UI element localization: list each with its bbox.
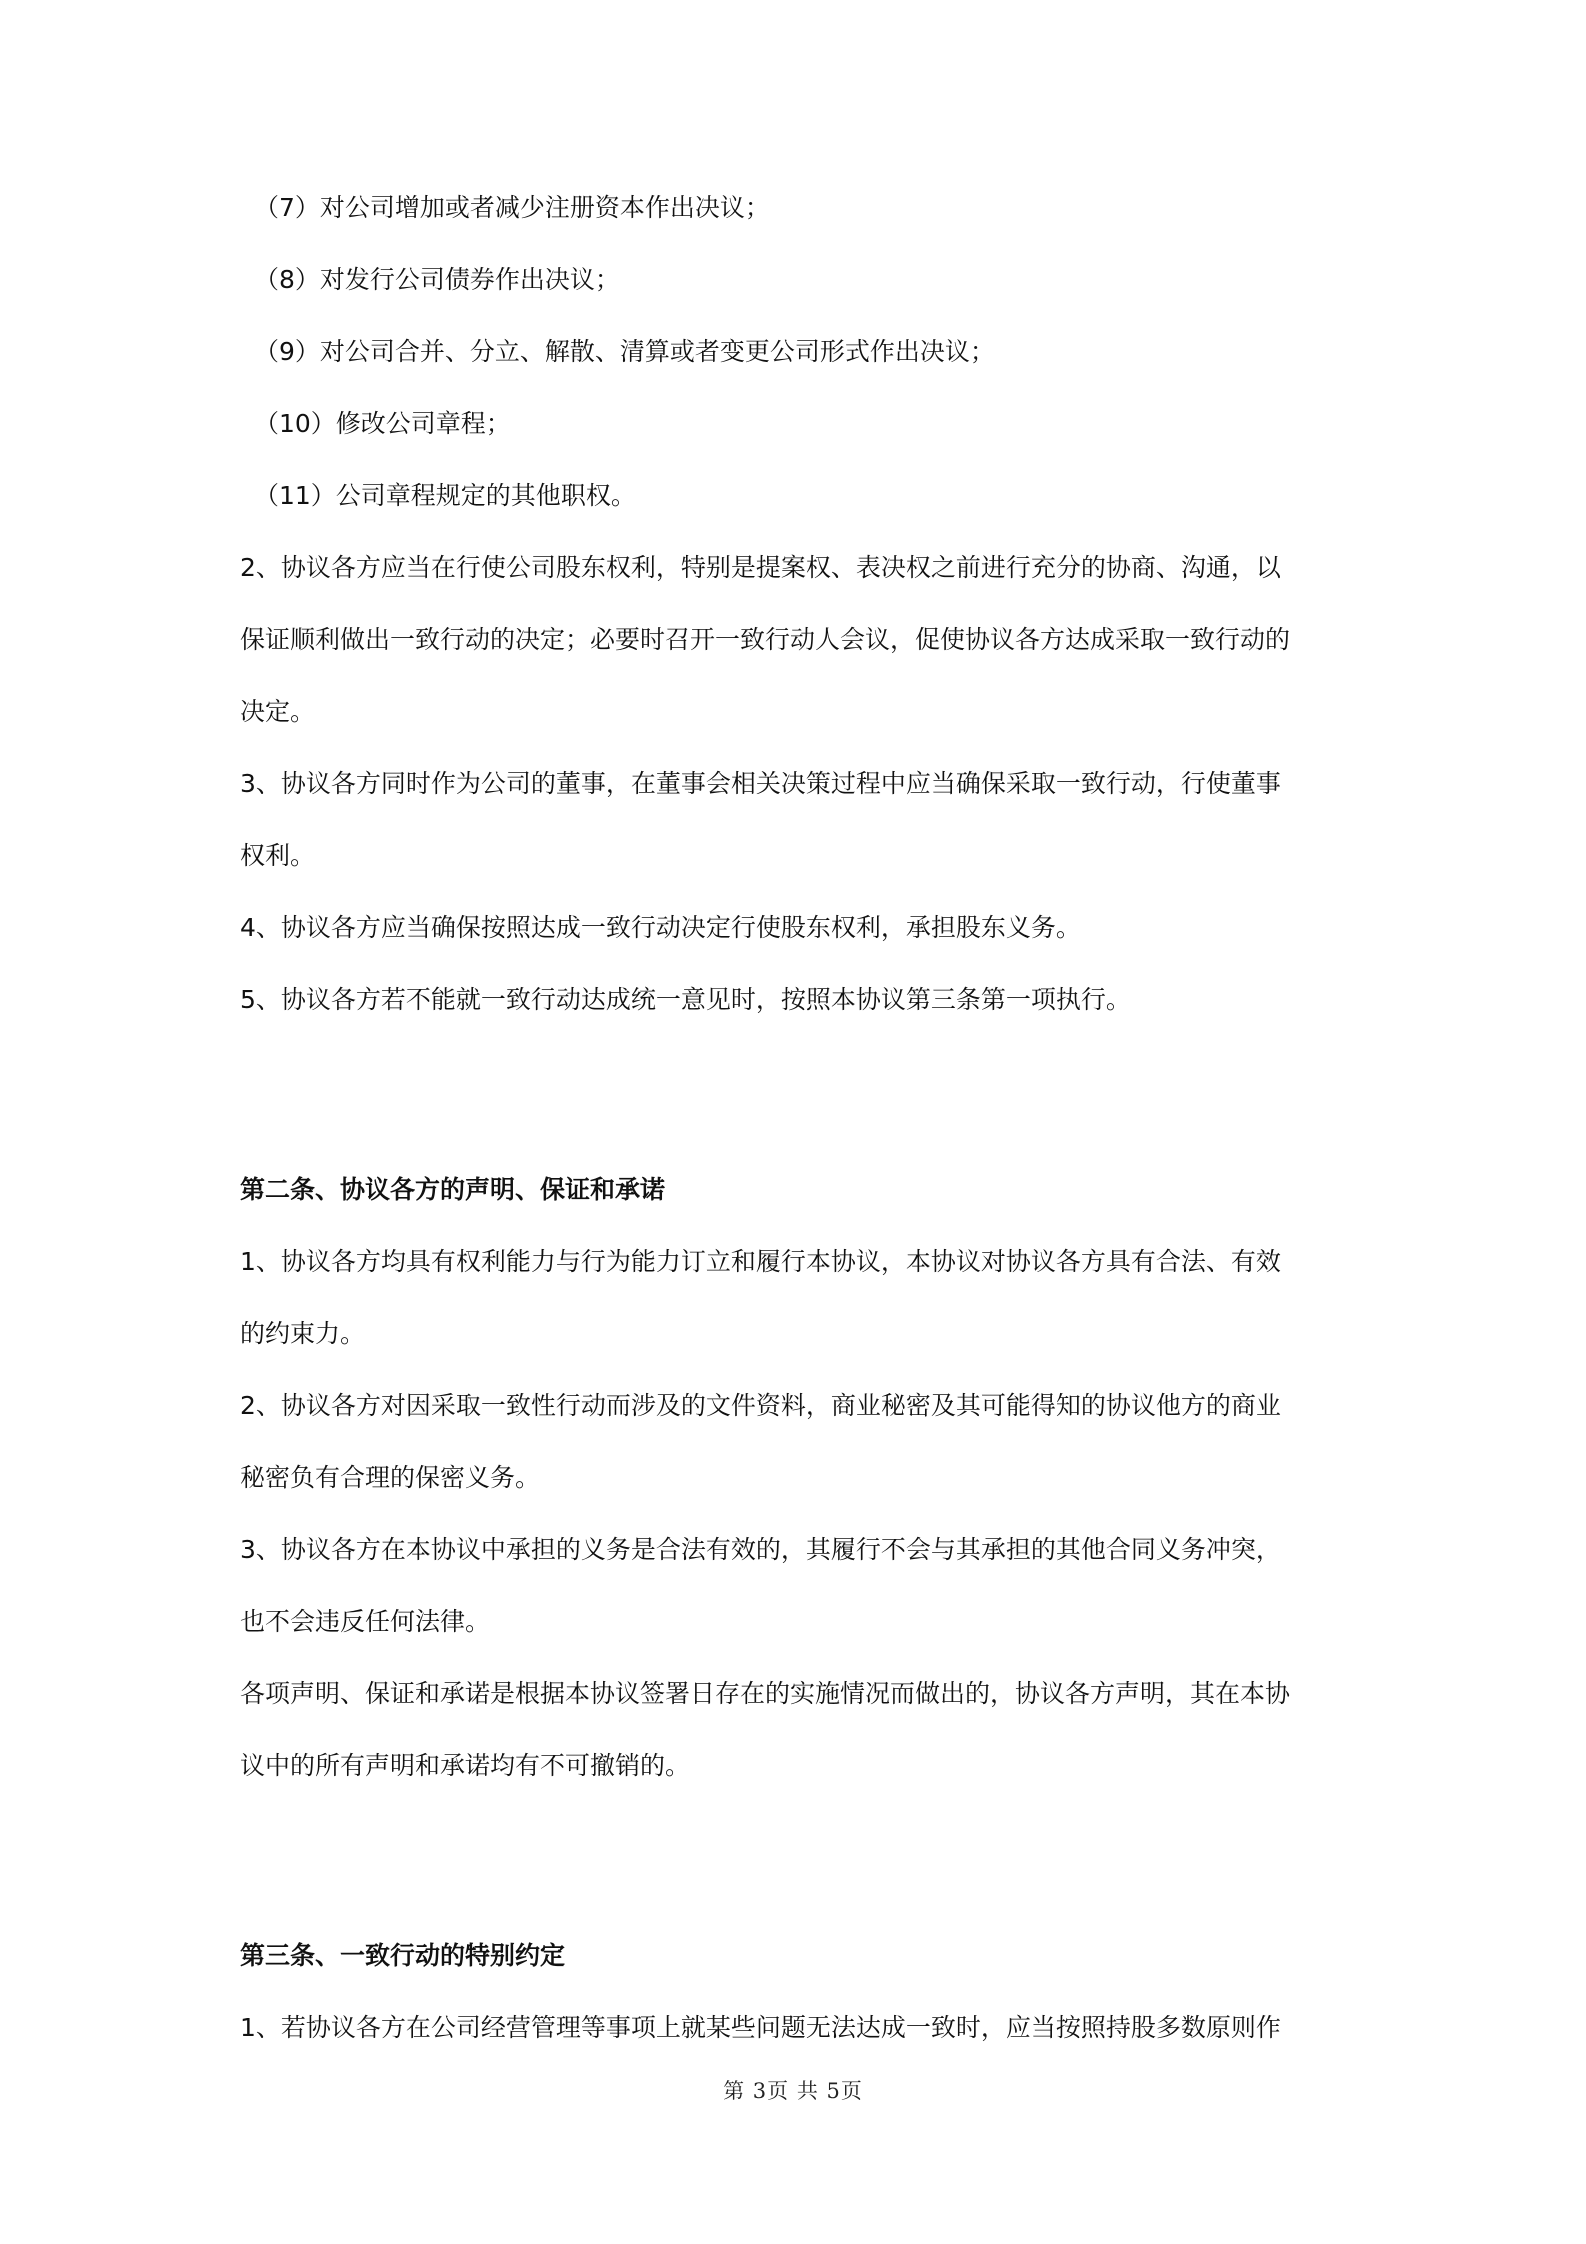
paragraph-line: 4、协议各方应当确保按照达成一致行动决定行使股东权利，承担股东义务。 bbox=[240, 913, 1081, 942]
paragraph-line: 议中的所有声明和承诺均有不可撤销的。 bbox=[240, 1751, 691, 1780]
paragraph-line: 3、协议各方同时作为公司的董事，在董事会相关决策过程中应当确保采取一致行动，行使董事 bbox=[240, 769, 1281, 798]
clause-item-8: （8）对发行公司债券作出决议； bbox=[254, 265, 620, 294]
section-heading: 第三条、一致行动的特别约定 bbox=[240, 1941, 566, 1970]
section-heading: 第二条、协议各方的声明、保证和承诺 bbox=[240, 1175, 666, 1204]
page-number-footer: 第 3页 共 5页 bbox=[723, 2079, 863, 2103]
paragraph-line: 的约束力。 bbox=[240, 1319, 366, 1348]
paragraph-line: 保证顺利做出一致行动的决定；必要时召开一致行动人会议，促使协议各方达成采取一致行动的 bbox=[240, 625, 1291, 654]
clause-item-11: （11）公司章程规定的其他职权。 bbox=[254, 481, 636, 510]
paragraph-line: 1、若协议各方在公司经营管理等事项上就某些问题无法达成一致时，应当按照持股多数原则作 bbox=[240, 2013, 1281, 2042]
paragraph-line: 2、协议各方应当在行使公司股东权利，特别是提案权、表决权之前进行充分的协商、沟通，以 bbox=[240, 553, 1281, 582]
clause-item-7: （7）对公司增加或者减少注册资本作出决议； bbox=[254, 193, 770, 222]
clause-item-9: （9）对公司合并、分立、解散、清算或者变更公司形式作出决议； bbox=[254, 337, 995, 366]
clause-item-10: （10）修改公司章程； bbox=[254, 409, 511, 438]
paragraph-line: 3、协议各方在本协议中承担的义务是合法有效的，其履行不会与其承担的其他合同义务冲突， bbox=[240, 1535, 1281, 1564]
paragraph-line: 5、协议各方若不能就一致行动达成统一意见时，按照本协议第三条第一项执行。 bbox=[240, 985, 1131, 1014]
paragraph-line: 权利。 bbox=[240, 841, 316, 870]
paragraph-line: 2、协议各方对因采取一致性行动而涉及的文件资料，商业秘密及其可能得知的协议他方的商业 bbox=[240, 1391, 1281, 1420]
paragraph-line: 各项声明、保证和承诺是根据本协议签署日存在的实施情况而做出的，协议各方声明，其在本协 bbox=[240, 1679, 1291, 1708]
paragraph-line: 秘密负有合理的保密义务。 bbox=[240, 1463, 541, 1492]
paragraph-line: 决定。 bbox=[240, 697, 316, 726]
paragraph-line: 也不会违反任何法律。 bbox=[240, 1607, 491, 1636]
paragraph-line: 1、协议各方均具有权利能力与行为能力订立和履行本协议，本协议对协议各方具有合法、有效 bbox=[240, 1247, 1281, 1276]
